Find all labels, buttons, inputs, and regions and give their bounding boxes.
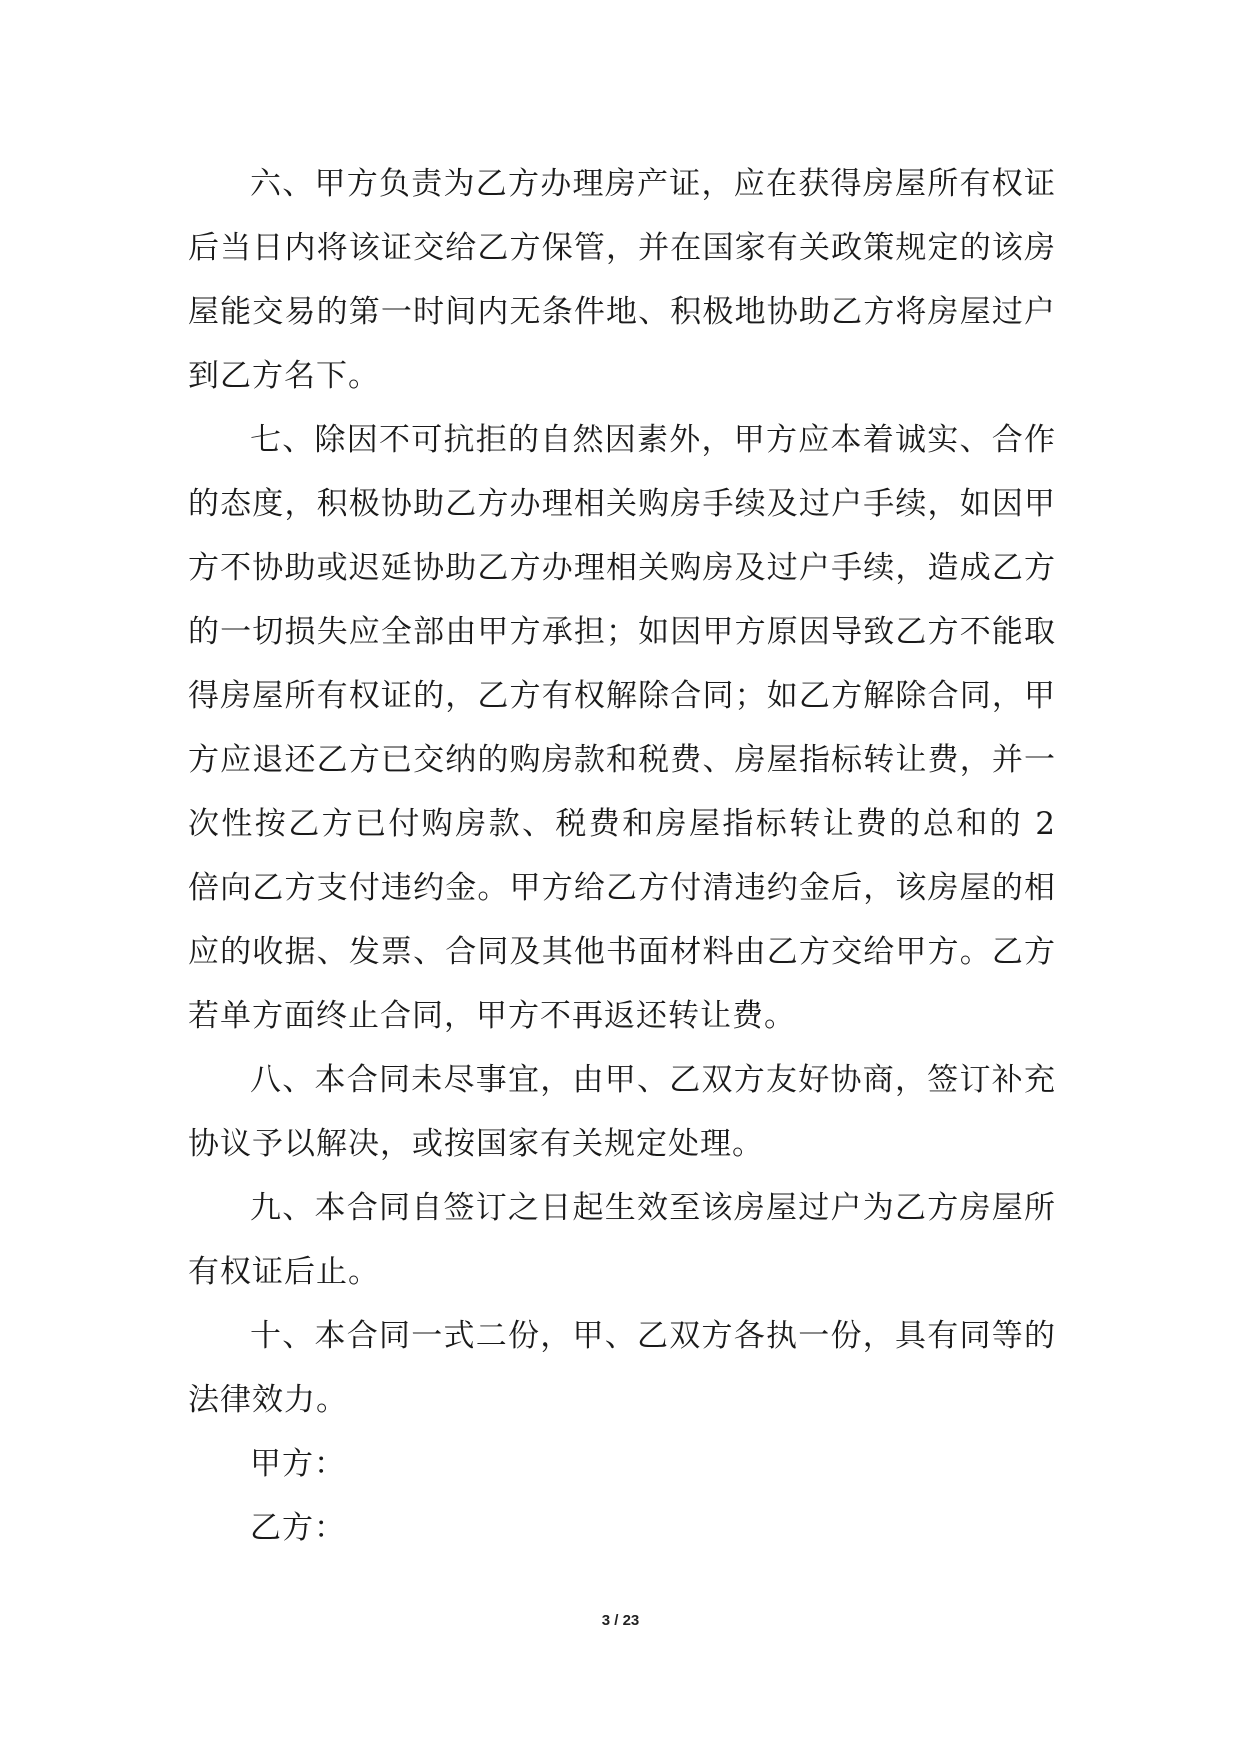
party-b-signature-label: 乙方： <box>250 1510 346 1546</box>
page-number: 3 / 23 <box>601 1612 640 1629</box>
clause-9-paragraph: 九、本合同自签订之日起生效至该房屋过户为乙方房屋所有权证后止。 <box>188 1190 1056 1290</box>
party-a-signature-label: 甲方： <box>250 1446 346 1482</box>
clause-7-paragraph: 七、除因不可抗拒的自然因素外，甲方应本着诚实、合作的态度，积极协助乙方办理相关购房手续及过户手续，如因甲方不协助或迟延协助乙方办理相关购房及过户手续，造成乙方的一切损失应全部由甲方承担；如因甲方原因导致乙方不能取得房屋所有权证的，乙方有权解除合同；如乙方解除合同，甲方应退还乙方已交纳的购房款和税费、房屋指标转让费，并一次性按乙方已付购房款、税费和房屋指标转让费的总和的 2 倍向乙方支付违约金。甲方给乙方付清违约金后，该房屋的相应的收据、发票、合同及其他书面材料由乙方交给甲方。乙方若单方面终止合同，甲方不再返还转让费。 <box>188 422 1056 1034</box>
clause-10-paragraph: 十、本合同一式二份，甲、乙双方各执一份，具有同等的法律效力。 <box>188 1318 1056 1418</box>
clause-6-paragraph: 六、甲方负责为乙方办理房产证，应在获得房屋所有权证后当日内将该证交给乙方保管，并在国家有关政策规定的该房屋能交易的第一时间内无条件地、积极地协助乙方将房屋过户到乙方名下。 <box>188 166 1056 394</box>
clause-8-paragraph: 八、本合同未尽事宜，由甲、乙双方友好协商，签订补充协议予以解决，或按国家有关规定处理。 <box>188 1062 1056 1162</box>
document-body <box>188 152 1056 1560</box>
